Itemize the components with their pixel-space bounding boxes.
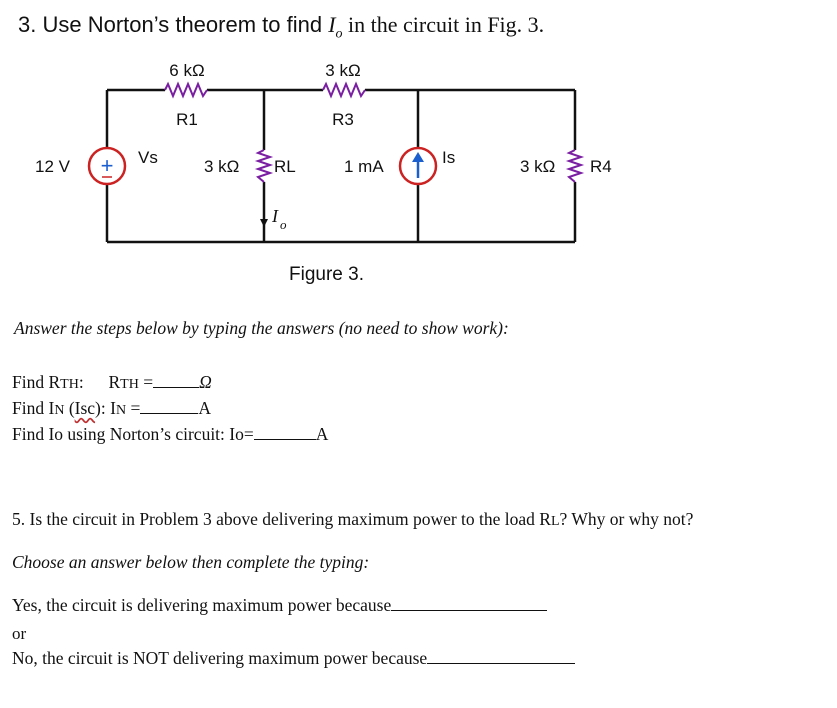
io-unit: A xyxy=(315,424,329,444)
io-label: Find Io using Norton’s circuit: Io= xyxy=(12,424,254,444)
rth-label: Find R xyxy=(12,372,61,392)
yes-answer-blank[interactable] xyxy=(391,609,547,611)
is-value-label: 1 mA xyxy=(344,157,384,176)
rth-eq-r: R xyxy=(108,372,121,392)
r3-name-label: R3 xyxy=(332,110,354,129)
in-eq-sub: N xyxy=(115,403,127,418)
in-close: ): I xyxy=(95,398,116,418)
figure-caption: Figure 3. xyxy=(289,264,364,285)
rth-answer-blank[interactable] xyxy=(153,386,199,388)
rth-eq: = xyxy=(138,372,154,392)
r4-name-label: R4 xyxy=(590,157,612,176)
no-answer-blank[interactable] xyxy=(427,662,575,664)
io-variable-label: I xyxy=(272,206,278,226)
no-answer-text: No, the circuit is NOT delivering maximum power because xyxy=(12,648,428,668)
is-name-label: Is xyxy=(442,148,456,167)
in-paren: ( xyxy=(64,398,75,418)
problem-5-question xyxy=(12,509,693,530)
yes-answer-line xyxy=(12,595,547,616)
rth-unit: Ω xyxy=(199,372,212,392)
vs-value-label: 12 V xyxy=(35,157,70,176)
io-subscript-label: o xyxy=(280,217,287,232)
io-arrow-icon xyxy=(260,205,268,227)
isc-label: Isc xyxy=(74,398,96,418)
r3-resistor xyxy=(323,84,365,96)
yes-answer-text: Yes, the circuit is delivering maximum power because xyxy=(12,595,392,615)
r1-name-label: R1 xyxy=(176,110,198,129)
io-answer-blank[interactable] xyxy=(254,438,316,440)
r1-resistor xyxy=(165,84,207,96)
instructions-text: Answer the steps below by typing the answers (no need to show work): xyxy=(14,318,509,338)
step-find-rth xyxy=(12,372,212,393)
title-io-subscript: o xyxy=(335,26,343,42)
voltage-source-plus: + xyxy=(100,153,114,178)
rth-eq-sub: TH xyxy=(120,377,139,392)
rth-colon: : xyxy=(78,372,84,392)
problem-5-suffix: ? Why or why not? xyxy=(559,509,694,529)
choose-instruction: Choose an answer below then complete the typing: xyxy=(12,552,370,572)
step-find-in xyxy=(12,398,211,419)
problem-3-number: 3. Use Norton’s theorem to find xyxy=(18,12,329,37)
or-separator: or xyxy=(12,624,27,643)
no-answer-line xyxy=(12,648,575,669)
in-label-sub: N xyxy=(54,403,65,418)
in-label: Find I xyxy=(12,398,55,418)
r3-value-label: 3 kΩ xyxy=(325,61,361,80)
rl-resistor xyxy=(258,150,270,182)
in-answer-blank[interactable] xyxy=(140,412,198,414)
r4-resistor xyxy=(569,150,581,182)
rl-value-label: 3 kΩ xyxy=(204,157,240,176)
circuit-diagram xyxy=(0,0,837,300)
step-find-io xyxy=(12,424,328,445)
problem-5-text: 5. Is the circuit in Problem 3 above delivering maximum power to the load R xyxy=(12,509,551,529)
vs-name-label: Vs xyxy=(138,148,158,167)
title-suffix: in the circuit in Fig. 3. xyxy=(342,12,545,37)
rth-label-sub: TH xyxy=(60,377,79,392)
title-io-variable: I xyxy=(328,12,336,37)
r4-value-label: 3 kΩ xyxy=(520,157,556,176)
rl-name-label: RL xyxy=(274,157,296,176)
r1-value-label: 6 kΩ xyxy=(169,61,205,80)
in-eq: = xyxy=(126,398,141,418)
in-unit: A xyxy=(198,398,211,418)
problem-5-sub: L xyxy=(550,514,560,529)
